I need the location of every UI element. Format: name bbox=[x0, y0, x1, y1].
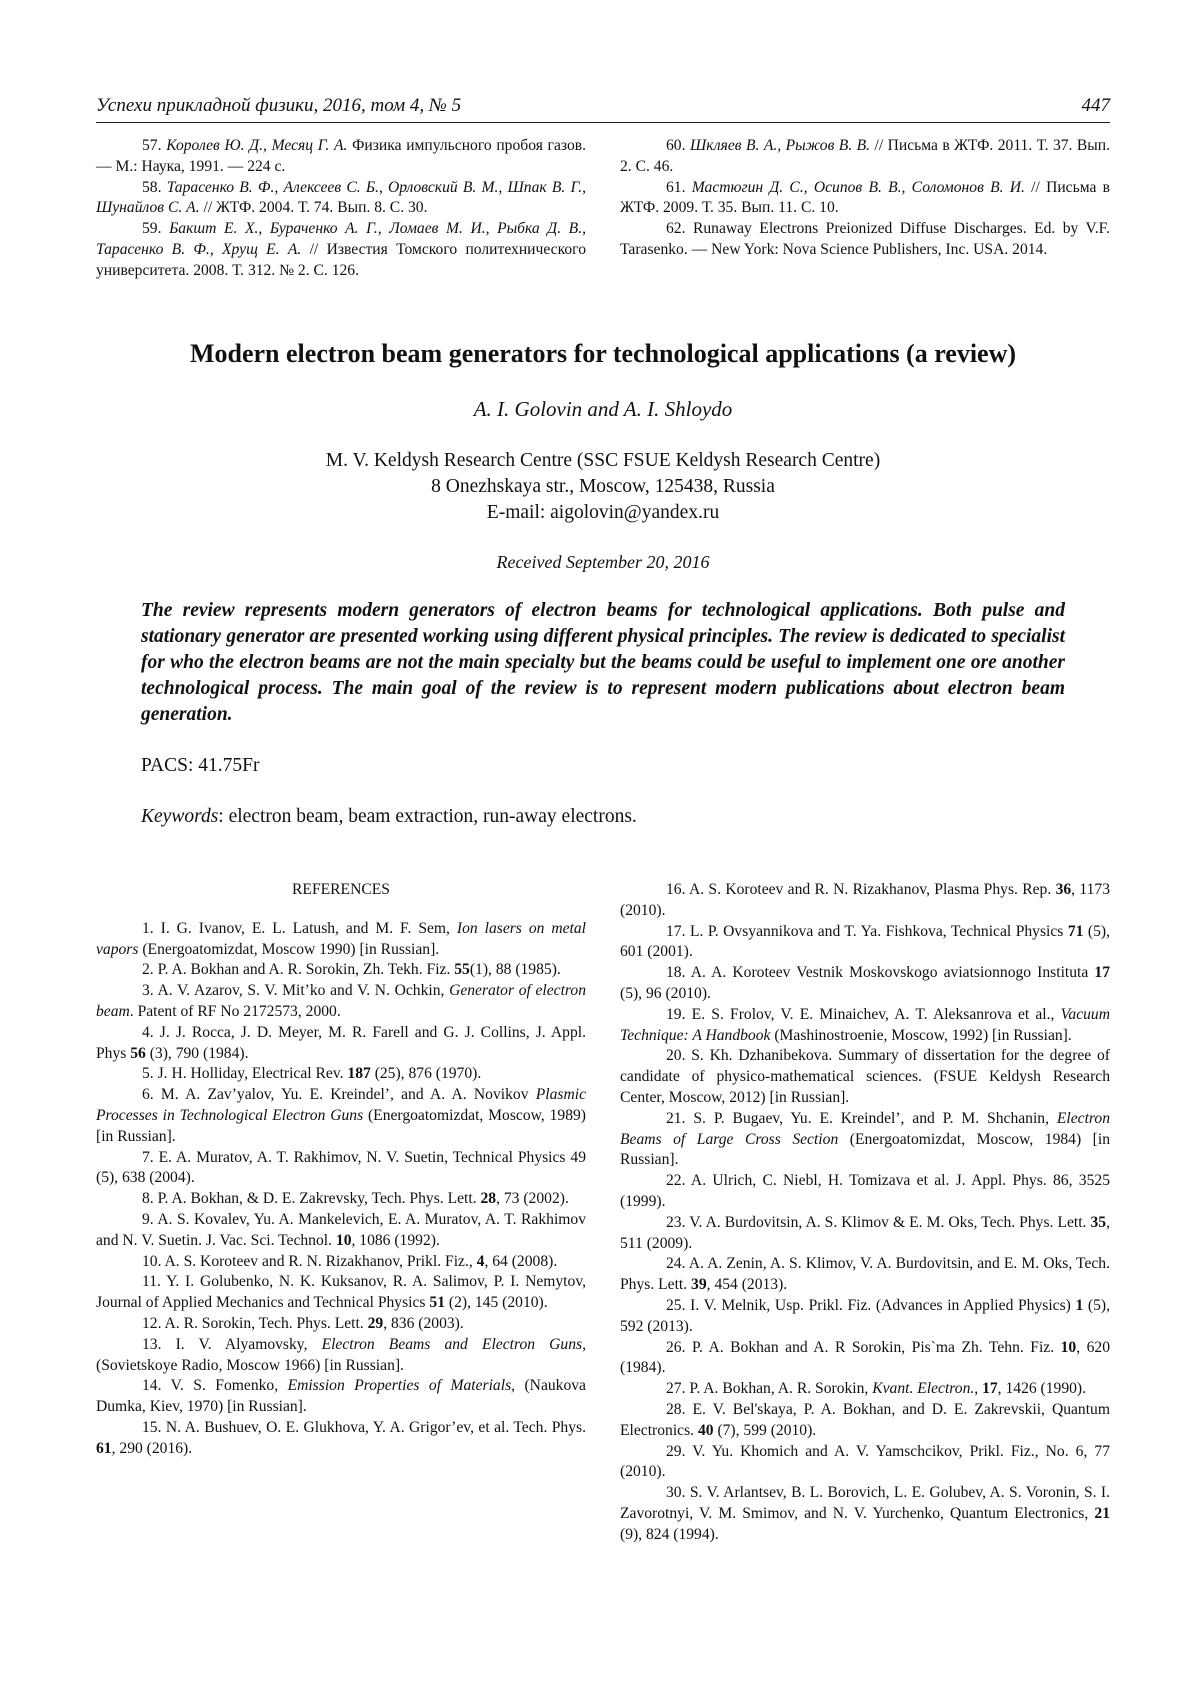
article-title: Modern electron beam generators for technological applications (a review) bbox=[189, 339, 1017, 368]
reference-volume: 29 bbox=[367, 1314, 384, 1332]
reference-title: Plasmic Processes in Technological Electron Guns bbox=[96, 1086, 586, 1124]
reference-item bbox=[620, 1046, 1110, 1108]
reference-text: , 1086 (1992). bbox=[351, 1231, 440, 1249]
reference-item bbox=[620, 1213, 1110, 1255]
reference-item bbox=[620, 1171, 1110, 1213]
reference-authors: Бакшт Е. Х., Бураченко А. Г., Ломаев М. И., Рыбка Д. В., Тарасенко В. Ф., Хрущ Е. А. bbox=[96, 220, 587, 258]
reference-item bbox=[620, 922, 1110, 964]
reference-volume: 55 bbox=[454, 961, 470, 979]
reference-item bbox=[96, 1418, 586, 1460]
reference-title: Emission Properties of Materials, bbox=[287, 1377, 516, 1395]
reference-item bbox=[620, 1338, 1110, 1380]
reference-volume: 56 bbox=[130, 1044, 146, 1062]
previous-reference bbox=[620, 219, 1110, 261]
reference-text: 11. Y. I. Golubenko, N. K. Kuksanov, R. A. Salimov, P. I. Nemytov, Journal of Applied Mechanics and Technical Physics bbox=[96, 1273, 586, 1312]
journal-citation: Успехи прикладной физики, 2016, том 4, № 5 bbox=[96, 95, 462, 116]
reference-number: 57. bbox=[142, 137, 167, 154]
reference-text: 8. P. A. Bokhan, & D. E. Zakrevsky, Tech. Phys. Lett. bbox=[142, 1190, 481, 1208]
reference-text: (Sovietskoye Radio, Moscow 1966) [in Russian]. bbox=[96, 1356, 404, 1374]
reference-item bbox=[620, 1483, 1110, 1545]
reference-item bbox=[96, 1335, 586, 1377]
reference-text: , 620 (1984). bbox=[620, 1338, 1110, 1377]
reference-volume: 21 bbox=[1094, 1504, 1110, 1522]
reference-volume: 28 bbox=[480, 1190, 497, 1208]
reference-volume: 61 bbox=[96, 1439, 112, 1457]
reference-text: (Naukova Dumka, Kiev, 1970) [in Russian]. bbox=[96, 1377, 586, 1416]
reference-text: (5), 96 (2010). bbox=[620, 984, 711, 1002]
reference-text: . Patent of RF No 2172573, 2000. bbox=[129, 1002, 341, 1020]
reference-text: 18. A. A. Koroteev Vestnik Moskovskogo aviatsionnogo Instituta bbox=[666, 964, 1095, 982]
reference-text: 24. A. A. Zenin, A. S. Klimov, V. A. Burdovitsin, and E. M. Oks, Tech. Phys. Lett. bbox=[620, 1255, 1110, 1294]
previous-references-left bbox=[96, 136, 586, 282]
reference-text: 20. S. Kh. Dzhanibekova. Summary of dissertation for the degree of candidate of physico-mathematical sciences. (FSUE Keldysh Research Center, Moscow, 2012) [in Russian]. bbox=[620, 1047, 1110, 1106]
reference-source: Runaway Electrons Preionized Diffuse Discharges. Ed. by V.F. Tarasenko. — New York: Nova Science Publishers, Inc. USA. 2014. bbox=[620, 220, 1110, 258]
reference-text: 4. J. J. Rocca, J. D. Meyer, M. R. Farell and G. J. Collins, J. Appl. Phys bbox=[96, 1023, 586, 1062]
reference-volume: 17 bbox=[982, 1380, 998, 1398]
reference-number: 59. bbox=[142, 220, 170, 238]
affiliation-line: 8 Onezhskaya str., Moscow, 125438, Russia bbox=[431, 476, 775, 497]
reference-text: (5), 592 (2013). bbox=[620, 1296, 1110, 1335]
reference-item bbox=[96, 1148, 586, 1190]
reference-title: Electron Beams and Electron Guns, bbox=[321, 1335, 586, 1353]
reference-item bbox=[96, 981, 586, 1023]
reference-item bbox=[96, 1314, 586, 1335]
reference-text: (1), 88 (1985). bbox=[469, 961, 561, 979]
reference-text: , 1426 (1990). bbox=[997, 1380, 1087, 1398]
previous-references-right bbox=[620, 136, 1110, 261]
reference-item bbox=[96, 1210, 586, 1252]
reference-title: Generator of electron beam bbox=[96, 982, 586, 1020]
reference-volume: 39 bbox=[691, 1276, 707, 1294]
reference-text: 17. L. P. Ovsyannikova and T. Ya. Fishkova, Technical Physics bbox=[666, 922, 1068, 940]
reference-item bbox=[620, 1379, 1110, 1400]
reference-text: , 836 (2003). bbox=[383, 1314, 464, 1332]
references-left bbox=[96, 880, 586, 1460]
reference-text: (9), 824 (1994). bbox=[620, 1525, 719, 1543]
reference-number: 60. bbox=[666, 137, 690, 154]
received-date: Received September 20, 2016 bbox=[496, 552, 710, 572]
reference-text: 13. I. V. Alyamovsky, bbox=[142, 1335, 322, 1353]
reference-text: , bbox=[974, 1380, 983, 1398]
reference-text: 10. A. S. Koroteev and R. N. Rizakhanov, Prikl. Fiz., bbox=[142, 1252, 477, 1270]
affiliation-email: E-mail: aigolovin@yandex.ru bbox=[486, 502, 720, 523]
pacs-code: PACS: 41.75Fr bbox=[141, 755, 260, 776]
affiliation bbox=[96, 448, 1110, 526]
abstract: The review represents modern generators of electron beams for technological applications. Both pulse and stationary generator are presented working using different physical principles. The review is dedicated to specialist for who the electron beams are not the main specialty but the beams could be useful to implement one ore another technological process. The main goal of the review is to represent modern publications about electron beam generation. bbox=[141, 600, 1065, 725]
reference-text: 23. V. A. Burdovitsin, A. S. Klimov & E. M. Oks, Tech. Phys. Lett. bbox=[666, 1213, 1091, 1231]
reference-number: 61. bbox=[666, 178, 692, 196]
reference-number: 58. bbox=[142, 178, 167, 196]
reference-item bbox=[96, 960, 586, 981]
reference-text: 22. A. Ulrich, C. Niebl, H. Tomizava et al. J. Appl. Phys. 86, 3525 (1999). bbox=[620, 1172, 1110, 1210]
keywords bbox=[141, 804, 637, 830]
reference-item bbox=[620, 963, 1110, 1005]
reference-volume: 1 bbox=[1075, 1296, 1084, 1314]
reference-text: (25), 876 (1970). bbox=[370, 1065, 482, 1083]
reference-text: (2), 145 (2010). bbox=[444, 1294, 548, 1312]
article-authors: A. I. Golovin and A. I. Shloydo bbox=[473, 397, 733, 421]
reference-text: 15. N. A. Bushuev, O. E. Glukhova, Y. A. Grigor’ev, et al. Tech. Phys. bbox=[142, 1418, 586, 1436]
references-heading: REFERENCES bbox=[292, 881, 390, 898]
reference-volume: 35 bbox=[1090, 1213, 1107, 1231]
header-rule bbox=[96, 122, 1110, 123]
previous-reference bbox=[620, 136, 1110, 178]
reference-text: 27. P. A. Bokhan, A. R. Sorokin, bbox=[666, 1380, 873, 1398]
reference-text: 21. S. P. Bugaev, Yu. E. Kreindel’, and P. M. Shchanin, bbox=[666, 1109, 1057, 1127]
reference-text: 9. A. S. Kovalev, Yu. A. Mankelevich, E. A. Muratov, A. T. Rakhimov and N. V. Suetin. J. Vac. Sci. Technol. bbox=[96, 1210, 586, 1249]
reference-number: 62. bbox=[666, 220, 693, 238]
reference-title: Vacuum Technique: A Handbook bbox=[620, 1005, 1110, 1044]
reference-text: (7), 599 (2010). bbox=[713, 1421, 817, 1439]
reference-volume: 10 bbox=[335, 1231, 352, 1249]
previous-reference bbox=[96, 178, 586, 220]
reference-item bbox=[620, 1442, 1110, 1484]
reference-text: , 1173 (2010). bbox=[620, 881, 1111, 919]
reference-text: (Mashinostroenie, Moscow, 1992) [in Russian]. bbox=[770, 1026, 1072, 1044]
reference-text: 5. J. H. Holliday, Electrical Rev. bbox=[142, 1065, 348, 1083]
previous-reference bbox=[620, 178, 1110, 220]
affiliation-line: M. V. Keldysh Research Centre (SSC FSUE Keldysh Research Centre) bbox=[325, 450, 881, 471]
references-right bbox=[620, 880, 1110, 1546]
reference-text: 1. I. G. Ivanov, E. L. Latush, and M. F. Sem, bbox=[142, 919, 457, 937]
reference-text: 30. S. V. Arlantsev, B. L. Borovich, L. E. Golubev, A. S. Voronin, S. I. Zavorotnyi, V. M. Smimov, and N. V. Yurchenko, Quantum Electronics, bbox=[620, 1484, 1110, 1522]
reference-text: (3), 790 (1984). bbox=[145, 1044, 249, 1062]
reference-text: , 511 (2009). bbox=[620, 1213, 1110, 1252]
reference-item bbox=[96, 1376, 586, 1418]
reference-volume: 36 bbox=[1055, 881, 1072, 898]
keywords-list: : electron beam, beam extraction, run-away electrons. bbox=[218, 806, 637, 827]
reference-volume: 10 bbox=[1060, 1338, 1077, 1356]
reference-volume: 71 bbox=[1067, 922, 1084, 940]
previous-reference bbox=[96, 219, 586, 281]
reference-text: , 454 (2013). bbox=[706, 1276, 788, 1294]
reference-item bbox=[620, 1109, 1110, 1171]
reference-text: 2. P. A. Bokhan and A. R. Sorokin, Zh. Tekh. Fiz. bbox=[142, 961, 455, 979]
reference-text: (Energoatomizdat, Moscow 1990) [in Russian]. bbox=[138, 940, 440, 958]
reference-item bbox=[620, 1400, 1110, 1442]
reference-title: Electron Beams of Large Cross Section bbox=[620, 1109, 1110, 1148]
reference-source: // Известия Томского политехнического университета. 2008. Т. 312. № 2. С. 126. bbox=[96, 240, 586, 279]
reference-text: , 290 (2016). bbox=[111, 1439, 193, 1457]
reference-volume: 4 bbox=[476, 1252, 485, 1270]
reference-authors: Шкляев В. А., Рыжов В. В. bbox=[689, 137, 871, 154]
running-header bbox=[96, 92, 1110, 120]
reference-authors: Мастюгин Д. С., Осипов В. В., Соломонов В. И. bbox=[691, 178, 1025, 196]
reference-source: // Письма в ЖТФ. 2011. Т. 37. Вып. 2. С. 46. bbox=[620, 137, 1111, 175]
reference-authors: Тарасенко В. Ф., Алексеев С. Б., Орловский В. М., Шпак В. Г., Шунайлов С. А. bbox=[96, 178, 586, 217]
reference-item bbox=[96, 1085, 586, 1147]
reference-item bbox=[96, 1064, 586, 1085]
reference-text: , 64 (2008). bbox=[484, 1252, 558, 1270]
reference-text: 16. A. S. Koroteev and R. N. Rizakhanov, Plasma Phys. Rep. bbox=[666, 881, 1056, 898]
reference-item bbox=[620, 880, 1110, 922]
reference-text: 19. E. S. Frolov, V. E. Minaichev, A. T. Aleksanrova et al., bbox=[666, 1005, 1061, 1023]
reference-volume: 187 bbox=[347, 1065, 371, 1083]
reference-item bbox=[96, 1023, 586, 1065]
reference-text: 28. E. V. Bel'skaya, P. A. Bokhan, and D. E. Zakrevskii, Quantum Electronics. bbox=[620, 1400, 1110, 1439]
reference-text: 3. A. V. Azarov, S. V. Mit’ko and V. N. Ochkin, bbox=[142, 982, 450, 1000]
reference-volume: 51 bbox=[429, 1294, 445, 1312]
reference-authors: Королев Ю. Д., Месяц Г. А. bbox=[166, 137, 348, 154]
reference-item bbox=[96, 919, 586, 961]
page-number: 447 bbox=[1081, 95, 1110, 116]
previous-reference bbox=[96, 136, 586, 178]
reference-text: (Energoatomizdat, Moscow, 1989) [in Russian]. bbox=[96, 1106, 586, 1145]
reference-text: 25. I. V. Melnik, Usp. Prikl. Fiz. (Advances in Applied Physics) bbox=[666, 1296, 1076, 1314]
reference-title: Kvant. Electron. bbox=[872, 1380, 975, 1398]
reference-text: 26. P. A. Bokhan and A. R Sorokin, Pis`ma Zh. Tehn. Fiz. bbox=[666, 1338, 1061, 1356]
reference-item bbox=[96, 1252, 586, 1273]
reference-text: 12. A. R. Sorokin, Tech. Phys. Lett. bbox=[142, 1314, 368, 1332]
reference-text: 6. M. A. Zav’yalov, Yu. E. Kreindel’, and A. A. Novikov bbox=[142, 1086, 536, 1104]
reference-text: (Energoatomizdat, Moscow, 1984) [in Russian]. bbox=[620, 1130, 1111, 1169]
keywords-label: Keywords bbox=[141, 806, 219, 827]
reference-text: , 73 (2002). bbox=[496, 1190, 569, 1208]
reference-text: 14. V. S. Fomenko, bbox=[142, 1377, 288, 1395]
reference-item bbox=[620, 1254, 1110, 1296]
reference-item bbox=[620, 1296, 1110, 1338]
reference-source: // ЖТФ. 2004. Т. 74. Вып. 8. С. 30. bbox=[199, 199, 428, 217]
reference-item bbox=[620, 1005, 1110, 1047]
reference-volume: 40 bbox=[697, 1421, 714, 1439]
reference-text: 29. V. Yu. Khomich and A. V. Yamschcikov, Prikl. Fiz., No. 6, 77 (2010). bbox=[620, 1442, 1110, 1481]
reference-item bbox=[96, 1272, 586, 1314]
reference-source: // Письма в ЖТФ. 2009. Т. 35. Вып. 11. С. 10. bbox=[620, 178, 1111, 217]
reference-source: Физика импульсного пробоя газов. — М.: Наука, 1991. — 224 с. bbox=[96, 137, 586, 175]
reference-volume: 17 bbox=[1094, 964, 1110, 982]
reference-text: 7. E. A. Muratov, A. T. Rakhimov, N. V. Suetin, Technical Physics 49 (5), 638 (2004). bbox=[96, 1148, 586, 1187]
reference-item bbox=[96, 1189, 586, 1210]
reference-title: Ion lasers on metal vapors bbox=[96, 919, 586, 958]
reference-text: (5), 601 (2001). bbox=[620, 922, 1110, 961]
